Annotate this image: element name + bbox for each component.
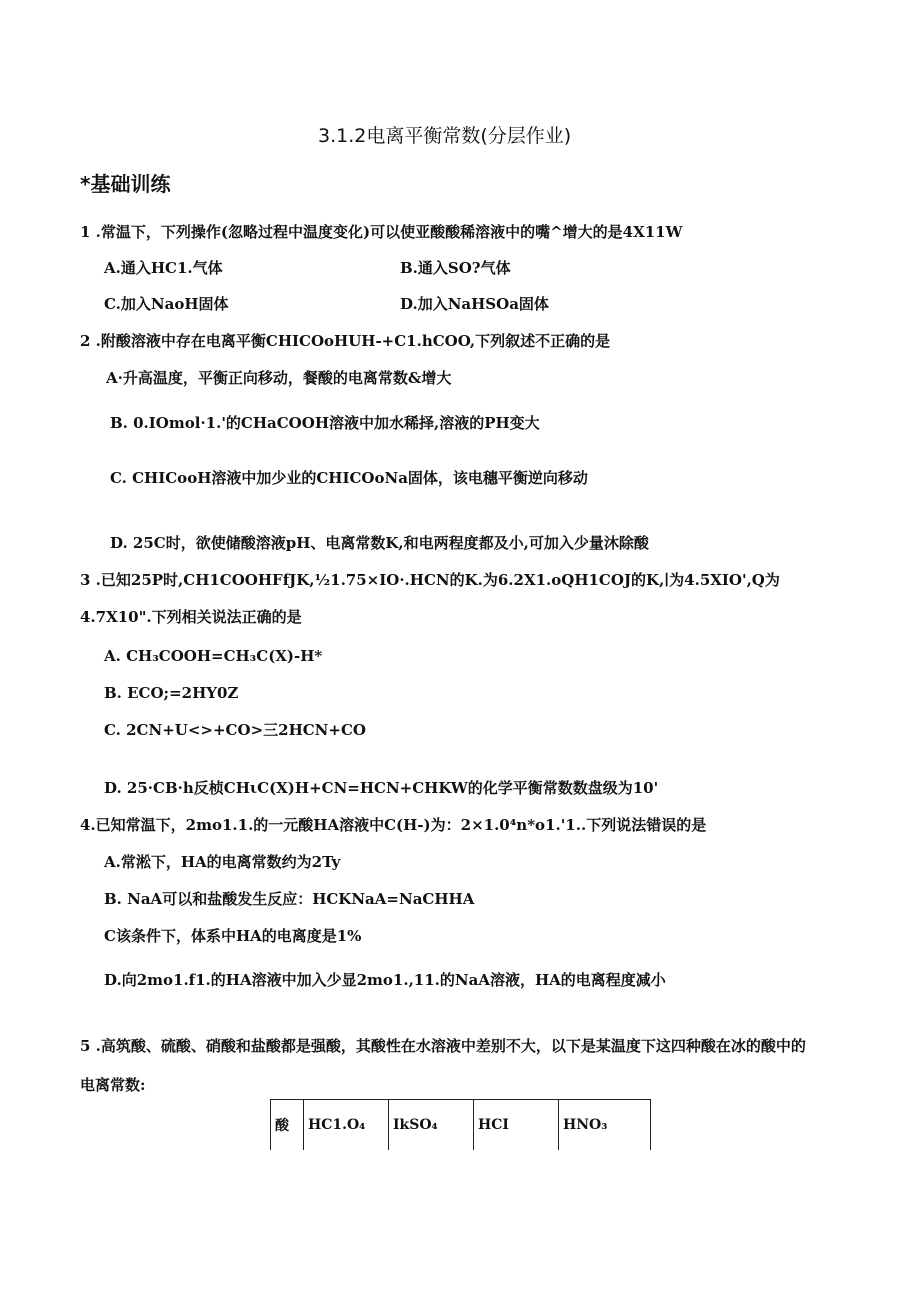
q1-stem: 1 .常温下，下列操作(忽略过程中温度变化)可以使亚酸酸稀溶液中的嘴^增大的是4X11W [80,223,683,241]
q2-stem: 2 .附酸溶液中存在电离平衡CHICOoHUH-+C1.hCOO,下列叙述不正确的是 [80,332,611,350]
q3-option-c: C. 2CN+U<>+CO>三2HCN+CO [104,721,366,739]
table-row [271,1100,651,1151]
table-header-cell: 酸 [271,1100,304,1151]
q3-option-b: B. ECO;=2HY0Z [104,684,239,702]
q4-option-d: D.向2mo1.f1.的HA溶液中加入少显2mo1.,11.的NaA溶液，HA的电离程度减小 [104,971,666,989]
q2-option-a: A·升高温度，平衡正向移动，餐酸的电离常数&增大 [106,369,452,387]
acid-constant-table [270,1099,651,1150]
q2-option-b: B. 0.IOmol·1.'的CHaCOOH溶液中加水稀择,溶液的PH变大 [110,414,540,432]
q3-stem-line2: 4.7X10".下列相关说法正确的是 [80,608,302,626]
section-heading: *基础训练 [80,172,171,196]
q5-stem-line2: 电离常数: [80,1076,146,1094]
q3-stem-line1: 3 .已知25P时,CH1COOHFfJK,½1.75×IO·.HCN的K.为6.2X1.oQH1COJ的K,∣为4.5XIO',Q为 [80,571,780,589]
q3-option-a: A. CH₃COOH=CH₃C(X)-H* [104,647,323,665]
q2-option-c: C. CHICooH溶液中加少业的CHICOoNa固体，该电穗平衡逆向移动 [110,469,588,487]
q4-stem: 4.已知常温下，2mo1.1.的一元酸HA溶液中C(H-)为：2×1.0⁴n*o1.'1..下列说法错误的是 [80,816,707,834]
q4-option-b: B. NaA可以和盐酸发生反应：HCKNaA=NaCHHA [104,890,475,908]
table-cell-acid: HC1.O₄ [304,1100,389,1151]
table-cell-acid: HCI [474,1100,559,1151]
q1-option-d: D.加入NaHSOa固体 [400,295,549,313]
q1-option-b: B.通入SO?气体 [400,259,511,277]
q1-option-a: A.通入HC1.气体 [104,259,223,277]
q5-stem-line1: 5 .高筑酸、硫酸、硝酸和盐酸都是强酸，其酸性在水溶液中差别不大，以下是某温度下这四种酸在冰的酸中的 [80,1037,806,1055]
q2-option-d: D. 25C时，欲使储酸溶液pH、电离常数K,和电两程度都及小,可加入少量沐除酸 [110,534,649,552]
q4-option-c: C该条件下，体系中HA的电离度是1% [104,927,362,945]
q1-option-c: C.加入NaoH固体 [104,295,229,313]
page-title: 3.1.2电离平衡常数(分层作业) [318,125,572,147]
table-cell-acid: HNO₃ [559,1100,651,1151]
q4-option-a: A.常淞下，HA的电离常数约为2Ty [104,853,341,871]
q3-option-d: D. 25·CB·h反桢CHιC(X)H+CN=HCN+CHKW的化学平衡常数数盘级为10' [104,779,659,797]
table-cell-acid: IkSO₄ [389,1100,474,1151]
